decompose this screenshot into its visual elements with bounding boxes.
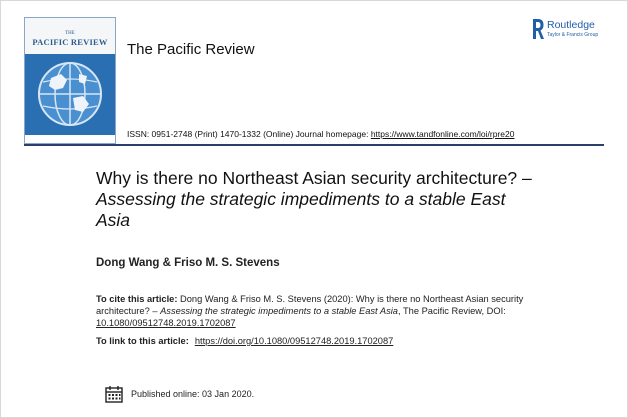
cover-masthead bbox=[25, 18, 115, 54]
cover-title: PACIFIC REVIEW bbox=[32, 37, 108, 47]
citation-doi-link[interactable]: 10.1080/09512748.2019.1702087 bbox=[96, 318, 236, 328]
header-rule bbox=[24, 144, 604, 146]
citation-text-after: , The Pacific Review, DOI: bbox=[397, 306, 506, 316]
citation-label: To cite this article: bbox=[96, 294, 178, 304]
citation-block bbox=[96, 293, 526, 329]
publisher-logo[interactable] bbox=[532, 18, 612, 42]
journal-name: The Pacific Review bbox=[127, 41, 255, 58]
issn-line bbox=[127, 129, 514, 139]
article-doi-url[interactable]: https://doi.org/10.1080/09512748.2019.1702087 bbox=[194, 336, 394, 346]
link-label: To link to this article: bbox=[96, 336, 189, 346]
cover-footer bbox=[25, 135, 115, 143]
article-link-line bbox=[96, 336, 393, 346]
issn-text: ISSN: 0951-2748 (Print) 1470-1332 (Online) Journal homepage: bbox=[127, 129, 371, 139]
publisher-name: Routledge bbox=[547, 19, 595, 31]
globe-icon bbox=[33, 58, 107, 130]
journal-cover-image bbox=[24, 17, 116, 144]
journal-homepage-link[interactable]: https://www.tandfonline.com/loi/rpre20 bbox=[370, 129, 515, 139]
article-title bbox=[96, 168, 536, 231]
title-italic: Assessing the strategic impediments to a stable East Asia bbox=[96, 189, 506, 230]
published-date: Published online: 03 Jan 2020. bbox=[131, 389, 255, 399]
citation-text-italic: Assessing the strategic impediments to a stable East Asia bbox=[160, 306, 398, 316]
routledge-r-icon bbox=[532, 18, 544, 40]
cover-title-the: THE bbox=[65, 31, 75, 36]
calendar-icon bbox=[105, 385, 123, 403]
title-plain: Why is there no Northeast Asian security architecture? – bbox=[96, 168, 532, 188]
citation-text-before: Dong Wang & Friso M. S. Stevens (2020): Why is there no Northeast Asian security architecture? – bbox=[96, 294, 524, 316]
article-authors: Dong Wang & Friso M. S. Stevens bbox=[96, 257, 280, 269]
publisher-subtitle: Taylor & Francis Group bbox=[547, 32, 599, 38]
